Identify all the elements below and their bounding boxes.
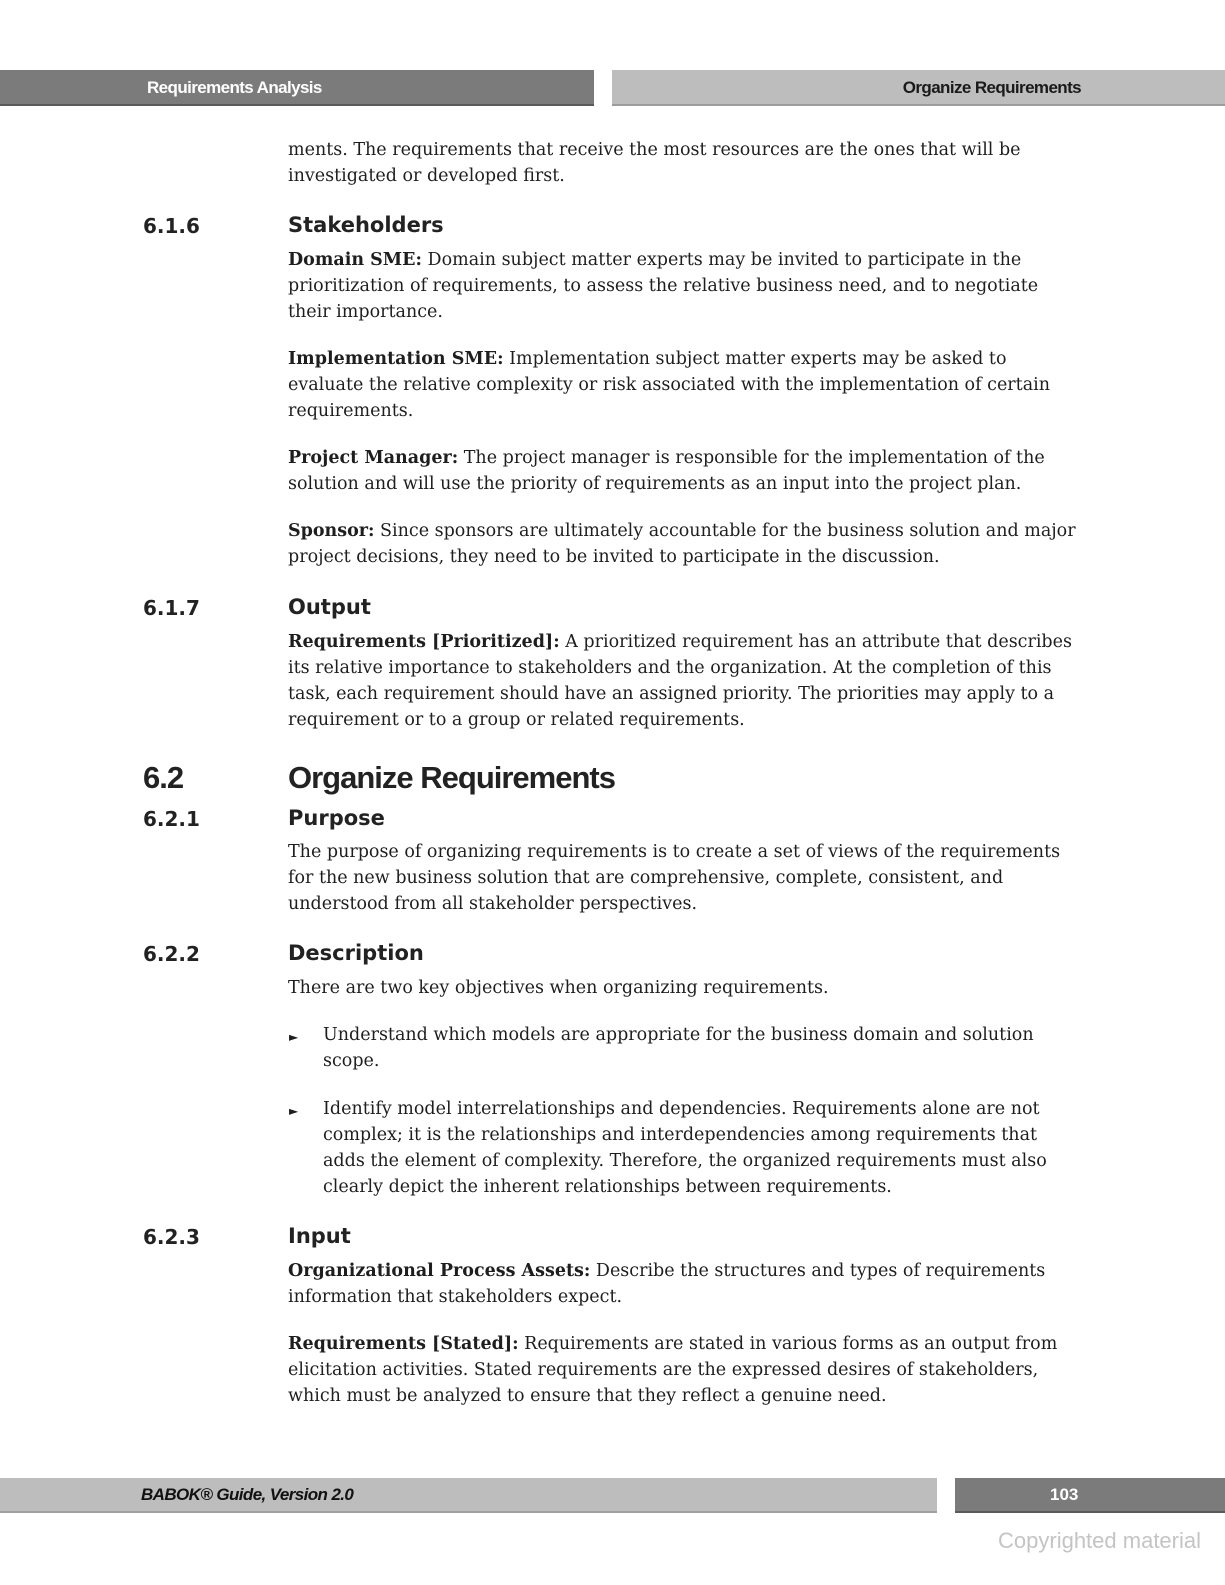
chapter-section-title: Organize Requirements — [288, 760, 615, 795]
term: Implementation SME: — [288, 349, 504, 369]
stakeholder-implementation-sme — [288, 346, 1081, 424]
stakeholder-domain-sme — [288, 247, 1081, 325]
section-title-stakeholders: Stakeholders — [288, 213, 444, 237]
running-footer-left — [0, 1478, 937, 1513]
footer-book-title: BABOK® Guide, Version 2.0 — [141, 1485, 354, 1504]
intro-paragraph: ments. The requirements that receive the most resources are the ones that will be investigated or developed first. — [288, 140, 1021, 186]
output-paragraph — [288, 629, 1081, 733]
page-number: 103 — [1050, 1485, 1079, 1504]
definition: Domain subject matter experts may be invited to participate in the prioritization of requirements, to assess the relative business need, and to negotiate their importance. — [288, 250, 1039, 322]
definition: Since sponsors are ultimately accountable for the business solution and major project decisions, they need to be invited to participate in the discussion. — [288, 521, 1076, 567]
section-number-6-2-1: 6.2.1 — [143, 807, 200, 831]
term: Domain SME: — [288, 250, 422, 270]
bullet-arrow-icon: ► — [289, 1104, 299, 1118]
term: Requirements [Stated]: — [288, 1334, 519, 1354]
list-item: Understand which models are appropriate for the business domain and solution scope. — [323, 1025, 1034, 1071]
running-header-chapter: Requirements Analysis — [147, 78, 322, 97]
definition: Describe the structures and types of requirements information that stakeholders expect. — [288, 1261, 1046, 1307]
copyright-watermark: Copyrighted material — [998, 1528, 1201, 1553]
running-header-section: Organize Requirements — [902, 78, 1081, 97]
section-title-input: Input — [288, 1224, 351, 1248]
section-number-6-2-2: 6.2.2 — [143, 942, 200, 966]
input-organizational-process-assets — [288, 1258, 1081, 1310]
description-paragraph: There are two key objectives when organizing requirements. — [288, 978, 829, 998]
section-number-6-1-6: 6.1.6 — [143, 214, 200, 238]
term: Sponsor: — [288, 521, 375, 541]
stakeholder-sponsor — [288, 518, 1081, 570]
running-header-left — [0, 70, 594, 106]
definition: Implementation subject matter experts may be asked to evaluate the relative complexity or risk associated with the implementation of certain requirements. — [288, 349, 1050, 421]
purpose-paragraph: The purpose of organizing requirements is to create a set of views of the requirements for the new business solution that are comprehensive, complete, consistent, and understood from all stakeholder perspectives. — [288, 842, 1061, 914]
stakeholder-project-manager — [288, 445, 1081, 497]
input-requirements-stated — [288, 1331, 1081, 1409]
running-header-right — [612, 70, 1225, 106]
definition: A prioritized requirement has an attribute that describes its relative importance to stakeholders and the organization. At the completion of this task, each requirement should have an assigned priority. The priorities may apply to a requirement or to a group or related requirements. — [288, 632, 1072, 730]
definition: The project manager is responsible for the implementation of the solution and will use the priority of requirements as an input into the project plan. — [288, 448, 1045, 494]
term: Organizational Process Assets: — [288, 1261, 591, 1281]
section-title-description: Description — [288, 941, 424, 965]
chapter-section-number-6-2: 6.2 — [143, 760, 184, 795]
term: Project Manager: — [288, 448, 459, 468]
list-item: Identify model interrelationships and dependencies. Requirements alone are not complex; it is the relationships and interdependencies among requirements that adds the element of complexity. Therefore, the organized requirements must also clearly depict the inherent relationships between requirements. — [323, 1099, 1047, 1197]
term: Requirements [Prioritized]: — [288, 632, 560, 652]
definition: Requirements are stated in various forms as an output from elicitation activities. Stated requirements are the expressed desires of stakeholders, which must be analyzed to ensure that they reflect a genuine need. — [288, 1334, 1058, 1406]
section-number-6-1-7: 6.1.7 — [143, 596, 200, 620]
section-title-purpose: Purpose — [288, 806, 385, 830]
bullet-arrow-icon: ► — [289, 1030, 299, 1044]
section-number-6-2-3: 6.2.3 — [143, 1225, 200, 1249]
section-title-output: Output — [288, 595, 371, 619]
running-footer-right — [955, 1478, 1225, 1513]
